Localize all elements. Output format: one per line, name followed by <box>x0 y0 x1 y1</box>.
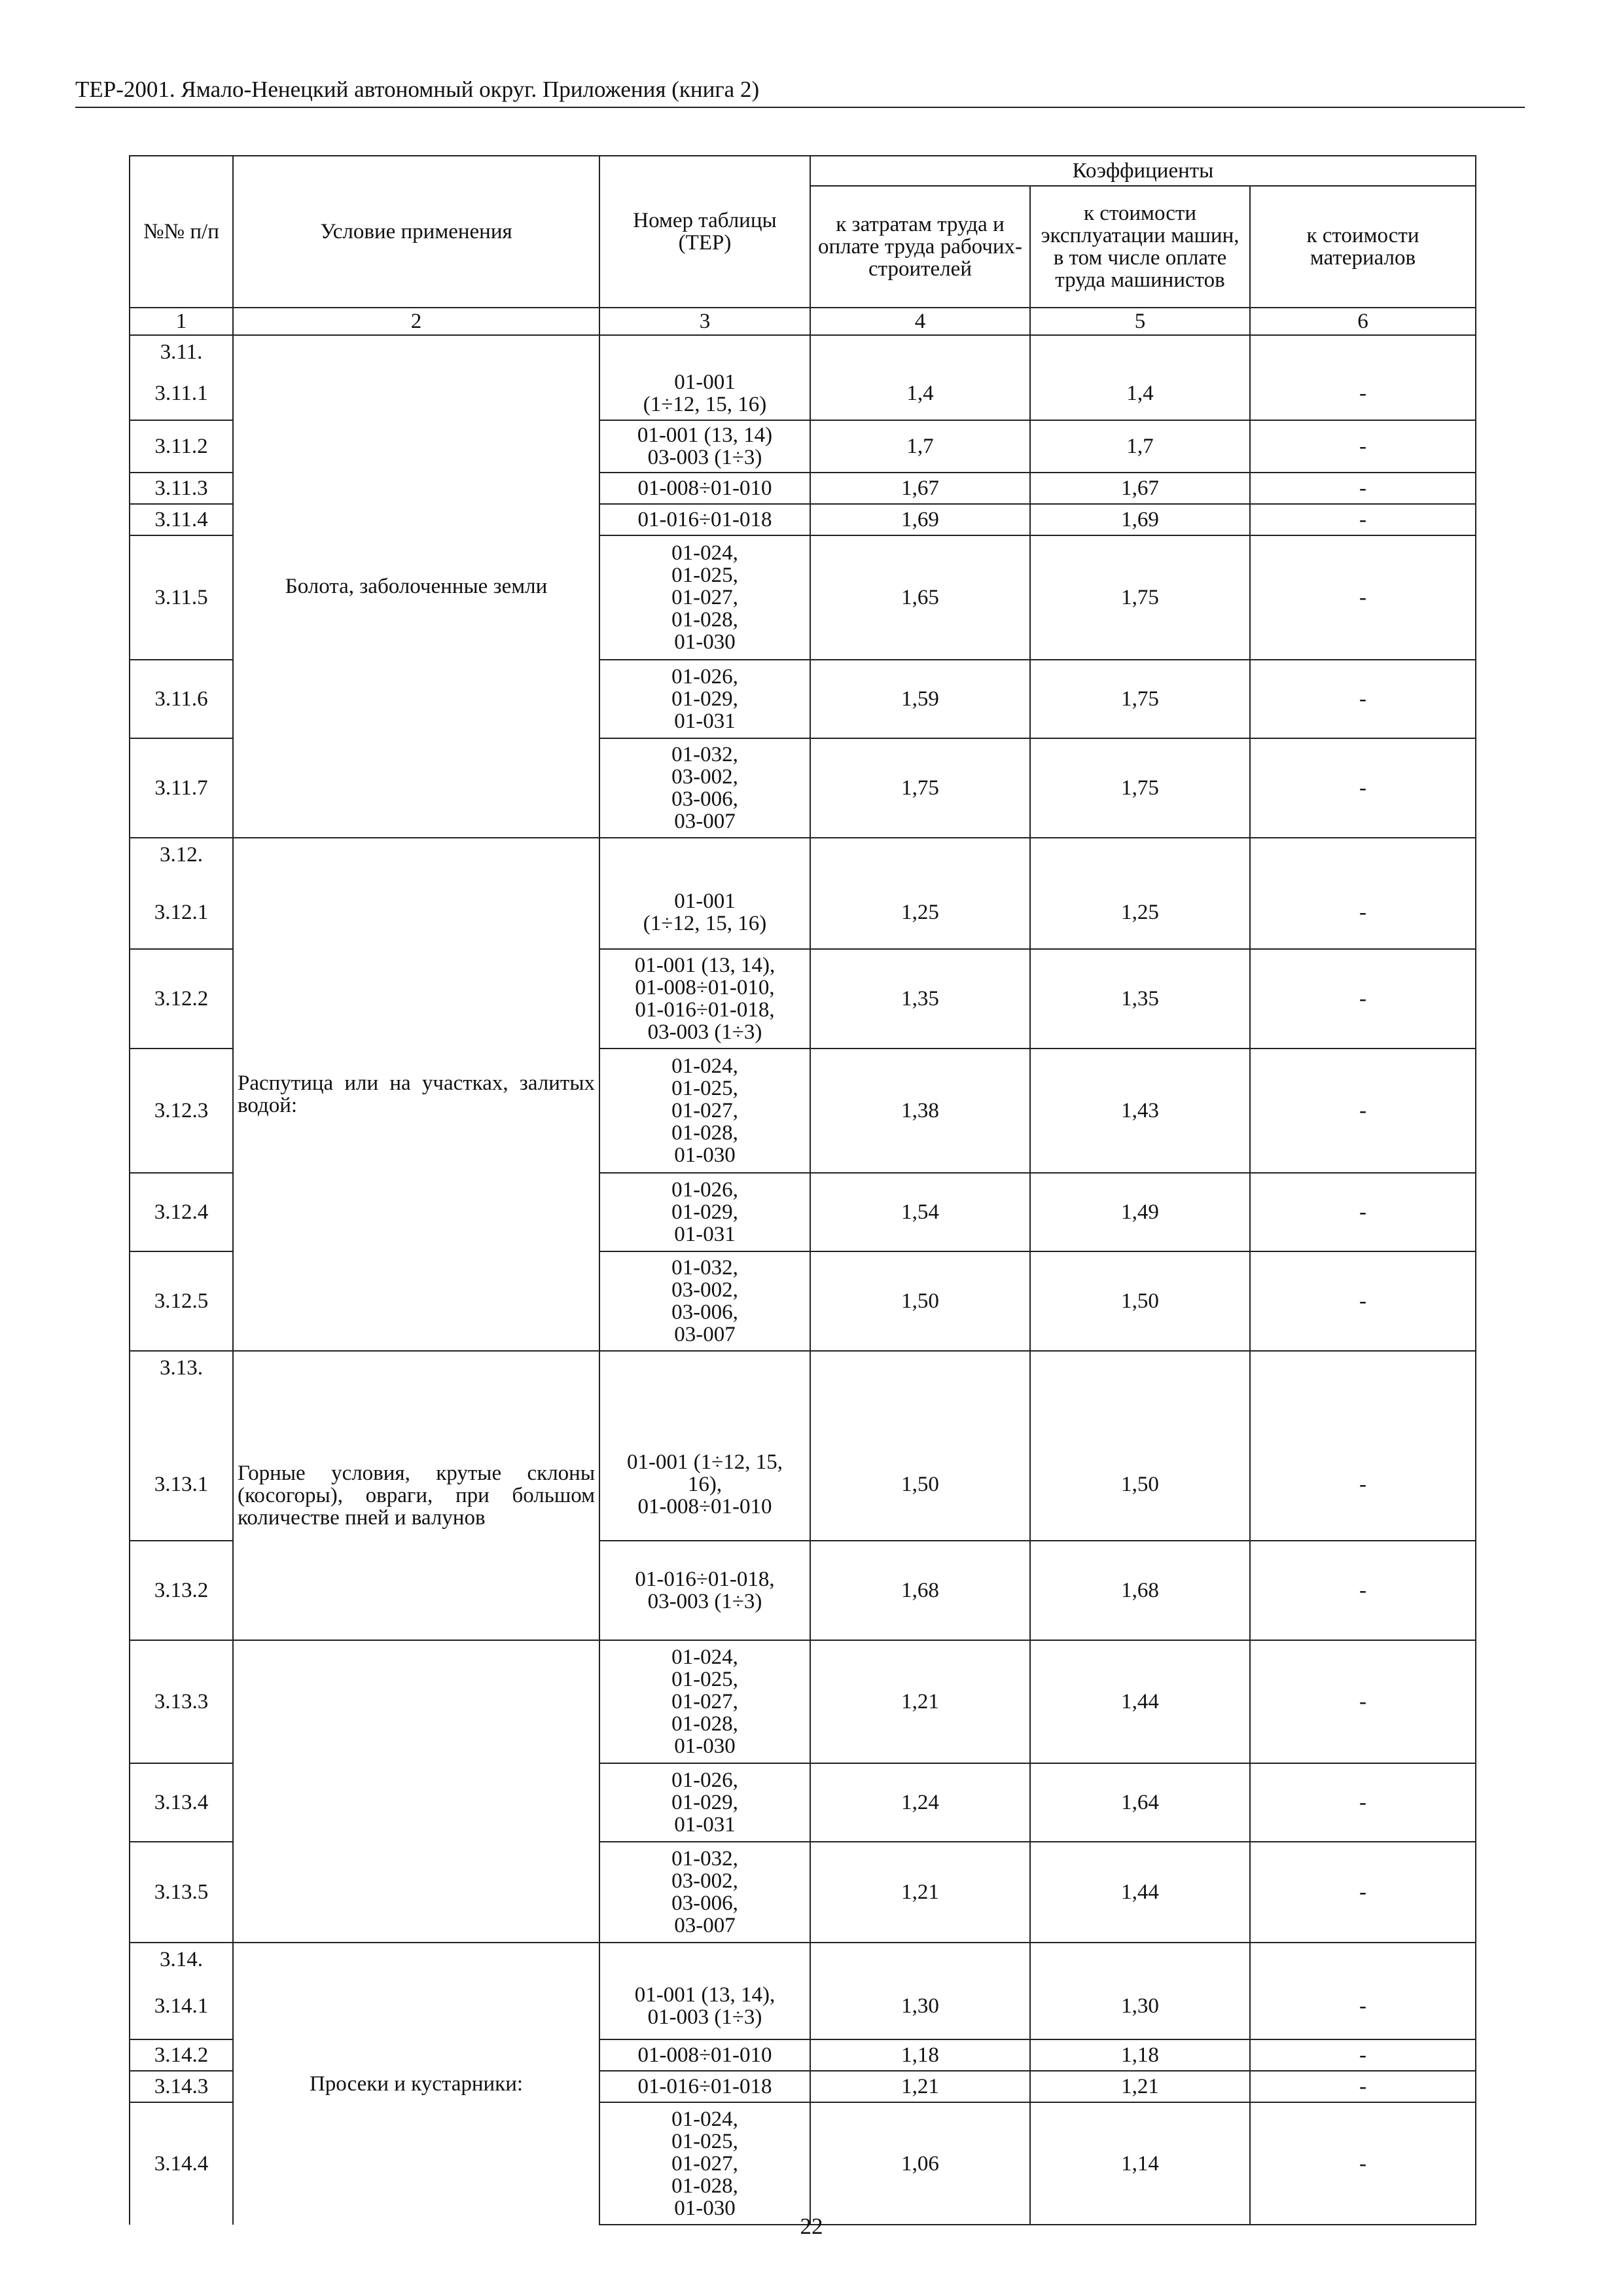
row-materials-coef: - <box>1250 1763 1476 1842</box>
header-labor: к затратам труда и оплате труда рабочих-строителей <box>810 186 1030 308</box>
row-machines-coef: 1,25 <box>1030 876 1250 949</box>
row-materials-coef: - <box>1250 1251 1476 1351</box>
row-num: 3.11.6 <box>130 660 233 738</box>
row-machines-coef: 1,64 <box>1030 1763 1250 1842</box>
row-materials-coef: - <box>1250 949 1476 1049</box>
row-machines-coef: 1,50 <box>1030 1429 1250 1541</box>
row-machines-coef: 1,21 <box>1030 2071 1250 2102</box>
group-condition: Распутица или на участках, залитых водой: <box>233 838 599 1351</box>
header-num: №№ п/п <box>130 156 233 308</box>
header-machines: к стоимости эксплуатации машин, в том числе оплате труда машинистов <box>1030 186 1250 308</box>
row-num: 3.11.7 <box>130 738 233 838</box>
row-num: 3.11.4 <box>130 504 233 535</box>
row-materials-coef: - <box>1250 1973 1476 2039</box>
group-materials-blank <box>1250 838 1476 876</box>
row-materials-coef: - <box>1250 876 1476 949</box>
row-labor-coef: 1,18 <box>810 2039 1030 2071</box>
group-machines-blank <box>1030 838 1250 876</box>
row-labor-coef: 1,59 <box>810 660 1030 738</box>
row-materials-coef: - <box>1250 504 1476 535</box>
col-number: 3 <box>599 308 810 335</box>
col-number: 1 <box>130 308 233 335</box>
header-coefficients: Коэффициенты <box>810 156 1476 186</box>
row-table-number: 01-001 (13, 14) 03-003 (1÷3) <box>599 420 810 473</box>
row-materials-coef: - <box>1250 367 1476 420</box>
row-num: 3.11.2 <box>130 420 233 473</box>
group-table-blank <box>599 838 810 876</box>
row-num: 3.11.5 <box>130 535 233 660</box>
row-num: 3.11.3 <box>130 473 233 504</box>
row-table-number: 01-026, 01-029, 01-031 <box>599 660 810 738</box>
row-materials-coef: - <box>1250 473 1476 504</box>
row-labor-coef: 1,24 <box>810 1763 1030 1842</box>
row-materials-coef: - <box>1250 1541 1476 1640</box>
row-machines-coef: 1,68 <box>1030 1541 1250 1640</box>
group-head-row <box>130 838 1476 876</box>
row-labor-coef: 1,21 <box>810 2071 1030 2102</box>
row-num: 3.14.3 <box>130 2071 233 2102</box>
group-labor-blank <box>810 1943 1030 1973</box>
row-labor-coef: 1,38 <box>810 1049 1030 1173</box>
row-num: 3.12.2 <box>130 949 233 1049</box>
group-labor-blank <box>810 838 1030 876</box>
row-machines-coef: 1,18 <box>1030 2039 1250 2071</box>
row-labor-coef: 1,25 <box>810 876 1030 949</box>
row-materials-coef: - <box>1250 1640 1476 1763</box>
row-materials-coef: - <box>1250 2102 1476 2225</box>
row-table-number: 01-016÷01-018, 03-003 (1÷3) <box>599 1541 810 1640</box>
row-num: 3.11.1 <box>130 367 233 420</box>
row-num: 3.14.4 <box>130 2102 233 2225</box>
col-number: 4 <box>810 308 1030 335</box>
row-num: 3.13.2 <box>130 1541 233 1640</box>
group-labor-blank <box>810 1351 1030 1429</box>
group-materials-blank <box>1250 1351 1476 1429</box>
group-table-blank <box>599 1943 810 1973</box>
table-body <box>130 335 1476 2225</box>
row-num: 3.12.5 <box>130 1251 233 1351</box>
group-condition: Горные условия, крутые склоны (косогоры), овраги, при большом количестве пней и валунов <box>233 1351 599 1640</box>
group-labor-blank <box>810 335 1030 367</box>
row-machines-coef: 1,50 <box>1030 1251 1250 1351</box>
group-num: 3.14. <box>130 1943 233 1973</box>
row-materials-coef: - <box>1250 2071 1476 2102</box>
row-materials-coef: - <box>1250 1429 1476 1541</box>
row-labor-coef: 1,68 <box>810 1541 1030 1640</box>
row-labor-coef: 1,50 <box>810 1429 1030 1541</box>
row-machines-coef: 1,69 <box>1030 504 1250 535</box>
row-table-number: 01-016÷01-018 <box>599 504 810 535</box>
group-machines-blank <box>1030 1351 1250 1429</box>
row-table-number: 01-001 (1÷12, 15, 16) <box>599 367 810 420</box>
page-number: 22 <box>800 2214 823 2239</box>
group-condition: Болота, заболоченные земли <box>233 335 599 838</box>
row-labor-coef: 1,67 <box>810 473 1030 504</box>
row-table-number: 01-032, 03-002, 03-006, 03-007 <box>599 1842 810 1943</box>
row-materials-coef: - <box>1250 2039 1476 2071</box>
row-table-number: 01-001 (13, 14), 01-008÷01-010, 01-016÷01-018, 03-003 (1÷3) <box>599 949 810 1049</box>
row-machines-coef: 1,7 <box>1030 420 1250 473</box>
row-machines-coef: 1,75 <box>1030 738 1250 838</box>
col-number: 2 <box>233 308 599 335</box>
row-labor-coef: 1,30 <box>810 1973 1030 2039</box>
row-table-number: 01-001 (13, 14), 01-003 (1÷3) <box>599 1973 810 2039</box>
row-materials-coef: - <box>1250 738 1476 838</box>
group-head-row <box>130 335 1476 367</box>
group-materials-blank <box>1250 335 1476 367</box>
group-num: 3.13. <box>130 1351 233 1429</box>
row-machines-coef: 1,30 <box>1030 1973 1250 2039</box>
group-table-blank <box>599 1351 810 1429</box>
row-table-number: 01-001 (1÷12, 15, 16), 01-008÷01-010 <box>599 1429 810 1541</box>
row-materials-coef: - <box>1250 535 1476 660</box>
row-materials-coef: - <box>1250 1842 1476 1943</box>
group-num: 3.11. <box>130 335 233 367</box>
group-machines-blank <box>1030 1943 1250 1973</box>
row-labor-coef: 1,75 <box>810 738 1030 838</box>
group-num: 3.12. <box>130 838 233 876</box>
row-table-number: 01-008÷01-010 <box>599 473 810 504</box>
row-machines-coef: 1,44 <box>1030 1842 1250 1943</box>
row-materials-coef: - <box>1250 660 1476 738</box>
row-table-number: 01-032, 03-002, 03-006, 03-007 <box>599 1251 810 1351</box>
row-num: 3.12.1 <box>130 876 233 949</box>
header-table-no: Номер таблицы (ТЕР) <box>599 156 810 308</box>
row-labor-coef: 1,06 <box>810 2102 1030 2225</box>
row-labor-coef: 1,21 <box>810 1842 1030 1943</box>
row-num: 3.12.4 <box>130 1173 233 1251</box>
row-table-number: 01-024, 01-025, 01-027, 01-028, 01-030 <box>599 535 810 660</box>
group-machines-blank <box>1030 335 1250 367</box>
row-machines-coef: 1,75 <box>1030 535 1250 660</box>
row-table-number: 01-016÷01-018 <box>599 2071 810 2102</box>
row-labor-coef: 1,7 <box>810 420 1030 473</box>
row-table-number: 01-026, 01-029, 01-031 <box>599 1763 810 1842</box>
row-num: 3.13.3 <box>130 1640 233 1763</box>
row-machines-coef: 1,14 <box>1030 2102 1250 2225</box>
row-table-number: 01-008÷01-010 <box>599 2039 810 2071</box>
col-number: 6 <box>1250 308 1476 335</box>
table-header <box>130 156 1476 335</box>
group-materials-blank <box>1250 1943 1476 1973</box>
row-table-number: 01-024, 01-025, 01-027, 01-028, 01-030 <box>599 1640 810 1763</box>
row-labor-coef: 1,21 <box>810 1640 1030 1763</box>
row-num: 3.13.4 <box>130 1763 233 1842</box>
row-table-number: 01-032, 03-002, 03-006, 03-007 <box>599 738 810 838</box>
row-num: 3.14.2 <box>130 2039 233 2071</box>
row-materials-coef: - <box>1250 1173 1476 1251</box>
column-number-row <box>130 308 1476 335</box>
header-condition: Условие применения <box>233 156 599 308</box>
row-num: 3.13.1 <box>130 1429 233 1541</box>
header-materials: к стоимости материалов <box>1250 186 1476 308</box>
row-machines-coef: 1,35 <box>1030 949 1250 1049</box>
row-labor-coef: 1,69 <box>810 504 1030 535</box>
row-machines-coef: 1,67 <box>1030 473 1250 504</box>
group-condition <box>233 1640 599 1943</box>
row-machines-coef: 1,4 <box>1030 367 1250 420</box>
row-materials-coef: - <box>1250 1049 1476 1173</box>
row-labor-coef: 1,50 <box>810 1251 1030 1351</box>
row-num: 3.13.5 <box>130 1842 233 1943</box>
row-table-number: 01-024, 01-025, 01-027, 01-028, 01-030 <box>599 1049 810 1173</box>
coefficients-table <box>129 155 1476 2225</box>
row-machines-coef: 1,43 <box>1030 1049 1250 1173</box>
group-head-row <box>130 1943 1476 1973</box>
group-condition: Просеки и кустарники: <box>233 1943 599 2225</box>
group-table-blank <box>599 335 810 367</box>
page-header: ТЕР-2001. Ямало-Ненецкий автономный округ. Приложения (книга 2) <box>75 75 1525 108</box>
row-labor-coef: 1,65 <box>810 535 1030 660</box>
group-head-row <box>130 1351 1476 1429</box>
row-materials-coef: - <box>1250 420 1476 473</box>
row-labor-coef: 1,54 <box>810 1173 1030 1251</box>
row-num: 3.14.1 <box>130 1973 233 2039</box>
row-machines-coef: 1,75 <box>1030 660 1250 738</box>
row-table-number: 01-001 (1÷12, 15, 16) <box>599 876 810 949</box>
row-labor-coef: 1,35 <box>810 949 1030 1049</box>
row-num: 3.12.3 <box>130 1049 233 1173</box>
row-table-number: 01-024, 01-025, 01-027, 01-028, 01-030 <box>599 2102 810 2225</box>
row-labor-coef: 1,4 <box>810 367 1030 420</box>
col-number: 5 <box>1030 308 1250 335</box>
row-machines-coef: 1,44 <box>1030 1640 1250 1763</box>
row-table-number: 01-026, 01-029, 01-031 <box>599 1173 810 1251</box>
row-machines-coef: 1,49 <box>1030 1173 1250 1251</box>
table-row <box>130 1640 1476 1763</box>
